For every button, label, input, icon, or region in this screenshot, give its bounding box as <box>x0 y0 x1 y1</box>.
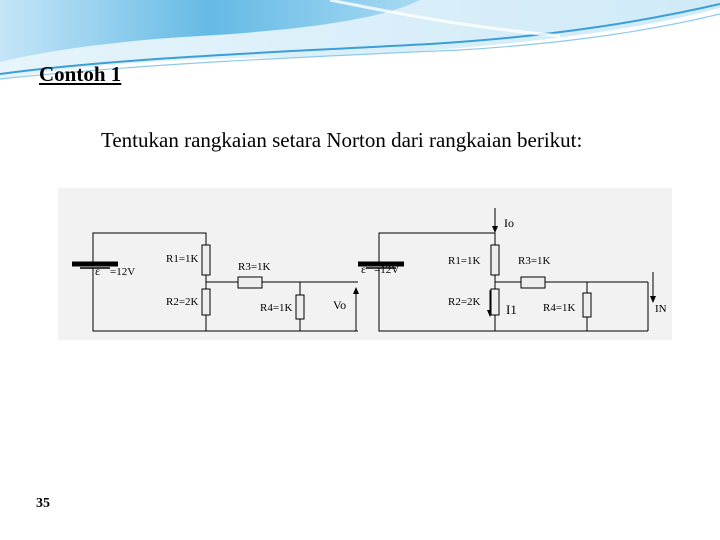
left-r2-label: R2=2K <box>166 296 199 308</box>
page-number: 35 <box>36 496 50 511</box>
slide-title: Contoh 1 <box>39 62 122 86</box>
left-r3-label: R3=1K <box>238 261 271 273</box>
left-resistor-r2 <box>202 289 210 315</box>
right-source-symbol: ε <box>361 262 367 276</box>
right-r1-label: R1=1K <box>448 255 481 267</box>
right-i1-label: I1 <box>506 302 517 317</box>
left-r1-label: R1=1K <box>166 253 199 265</box>
left-resistor-r4 <box>296 295 304 319</box>
right-resistor-r3 <box>521 277 545 288</box>
left-r4-label: R4=1K <box>260 302 293 314</box>
right-r2-label: R2=2K <box>448 296 481 308</box>
right-io-label: Io <box>504 216 514 230</box>
left-source-value: =12V <box>110 266 136 278</box>
right-resistor-r4 <box>583 293 591 317</box>
right-r3-label: R3=1K <box>518 255 551 267</box>
right-in-label: IN <box>655 303 667 315</box>
instruction-text: Tentukan rangkaian setara Norton dari rangkaian berikut: <box>101 128 583 152</box>
right-resistor-r2 <box>491 289 499 315</box>
left-output-label: Vo <box>333 298 347 312</box>
left-resistor-r3 <box>238 277 262 288</box>
circuit-figure <box>58 188 672 340</box>
right-source-value: =12V <box>374 264 400 276</box>
right-resistor-r1 <box>491 245 499 275</box>
right-r4-label: R4=1K <box>543 302 576 314</box>
left-resistor-r1 <box>202 245 210 275</box>
left-source-symbol: ε <box>95 264 101 278</box>
